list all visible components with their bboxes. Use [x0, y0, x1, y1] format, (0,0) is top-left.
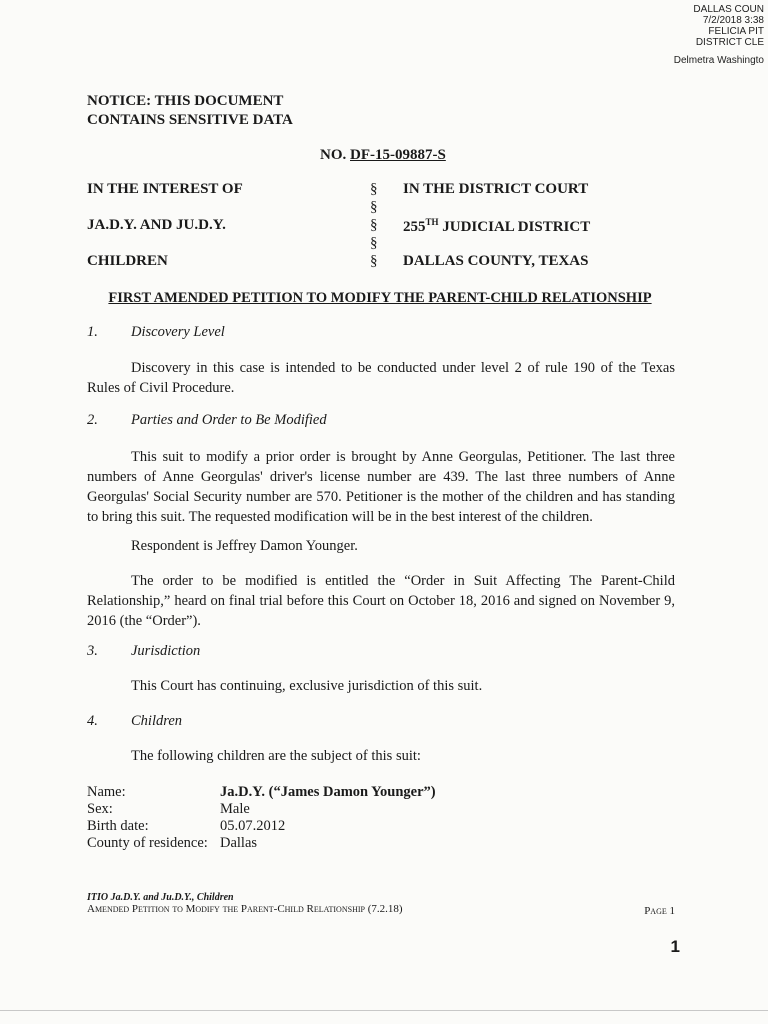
- caption-row: [87, 199, 687, 217]
- stamp-line: DALLAS COUN: [693, 4, 764, 15]
- caption-left: JA.D.Y. AND JU.D.Y.: [87, 217, 226, 233]
- section-heading: [87, 713, 182, 730]
- sensitive-data-notice: [87, 92, 293, 130]
- caption-row: [87, 217, 687, 235]
- stamp-clerk: Delmetra Washingto: [673, 55, 764, 66]
- district-number: 255: [403, 219, 426, 235]
- caption-left: IN THE INTEREST OF: [87, 181, 243, 197]
- section-heading: [87, 324, 225, 341]
- caption-left: CHILDREN: [87, 253, 168, 269]
- discovery-paragraph: Discovery in this case is intended to be conducted under level 2 of rule 190 of the Texas Rules of Civil Procedure.: [87, 360, 675, 396]
- section-mark: §: [370, 181, 378, 197]
- section-mark: §: [370, 253, 378, 269]
- child-row: [87, 801, 436, 818]
- children-intro: The following children are the subject of this suit:: [131, 748, 421, 764]
- footer-document-name: Amended Petition to Modify the Parent-Child Relationship (7.2.18): [87, 903, 403, 915]
- caption-court: IN THE DISTRICT COURT: [403, 181, 589, 197]
- case-number-prefix: NO.: [320, 147, 350, 163]
- case-number: [320, 147, 446, 164]
- footer-case-style: ITIO Ja.D.Y. and Ju.D.Y., Children: [87, 892, 234, 903]
- caption-row: [87, 235, 687, 253]
- child-row: [87, 784, 436, 801]
- child-row: [87, 835, 436, 852]
- file-stamp: [654, 4, 764, 66]
- child-county: Dallas: [220, 835, 258, 851]
- child-label: Name:: [87, 784, 126, 800]
- notice-line-2: CONTAINS SENSITIVE DATA: [87, 112, 293, 128]
- footer-page-label: Page 1: [644, 905, 675, 917]
- case-number-value: DF-15-09887-S: [350, 147, 446, 163]
- district-text: JUDICIAL DISTRICT: [438, 219, 591, 235]
- child-details: [87, 784, 436, 852]
- child-label: Birth date:: [87, 818, 149, 834]
- section-mark: §: [370, 217, 378, 233]
- section-number: 3.: [87, 643, 98, 659]
- jurisdiction-paragraph: This Court has continuing, exclusive jurisdiction of this suit.: [131, 678, 483, 694]
- section-number: 1.: [87, 324, 98, 340]
- case-caption: [87, 181, 687, 271]
- section-heading: [87, 412, 327, 429]
- child-sex: Male: [220, 801, 250, 817]
- caption-row: [87, 181, 687, 199]
- child-label: County of residence:: [87, 835, 208, 851]
- stamp-line: DISTRICT CLE: [695, 37, 764, 48]
- section-title: Children: [131, 713, 183, 729]
- notice-line-1: NOTICE: THIS DOCUMENT: [87, 93, 284, 109]
- caption-county: DALLAS COUNTY, TEXAS: [403, 253, 589, 269]
- section-title: Parties and Order to Be Modified: [131, 412, 327, 428]
- section-number: 4.: [87, 713, 98, 729]
- section-mark: §: [370, 235, 378, 251]
- parties-paragraph: This suit to modify a prior order is brought by Anne Georgulas, Petitioner. The last three numbers of Anne Georgulas' driver's license number are 439. The last three numbers of Anne Georgulas' Social Security number are 570. Petitioner is the mother of the children and has standing to bring this suit. The requested modification will be in the best interest of the children.: [87, 449, 675, 525]
- stamp-line: 7/2/2018 3:38: [702, 15, 764, 26]
- child-label: Sex:: [87, 801, 113, 817]
- page-number: 1: [670, 937, 680, 956]
- respondent-paragraph: Respondent is Jeffrey Damon Younger.: [131, 538, 358, 554]
- document-title: FIRST AMENDED PETITION TO MODIFY THE PARENT-CHILD RELATIONSHIP: [108, 290, 652, 306]
- page-footer: [87, 892, 675, 915]
- section-heading: [87, 643, 200, 660]
- child-birth-date: 05.07.2012: [220, 818, 286, 834]
- child-row: [87, 818, 436, 835]
- section-mark: §: [370, 199, 378, 215]
- section-title: Discovery Level: [131, 324, 225, 340]
- district-suffix: TH: [425, 217, 439, 227]
- section-title: Jurisdiction: [131, 643, 201, 659]
- caption-row: [87, 253, 687, 271]
- caption-district: [403, 217, 590, 236]
- page-edge-divider: [0, 1010, 768, 1011]
- order-paragraph: The order to be modified is entitled the “Order in Suit Affecting The Parent-Child Relationship,” heard on final trial before this Court on October 18, 2016 and signed on November 9, 2016 (the “Order”).: [87, 573, 675, 629]
- stamp-line: FELICIA PIT: [708, 26, 764, 37]
- child-name: Ja.D.Y. (“James Damon Younger”): [220, 784, 436, 800]
- section-number: 2.: [87, 412, 98, 428]
